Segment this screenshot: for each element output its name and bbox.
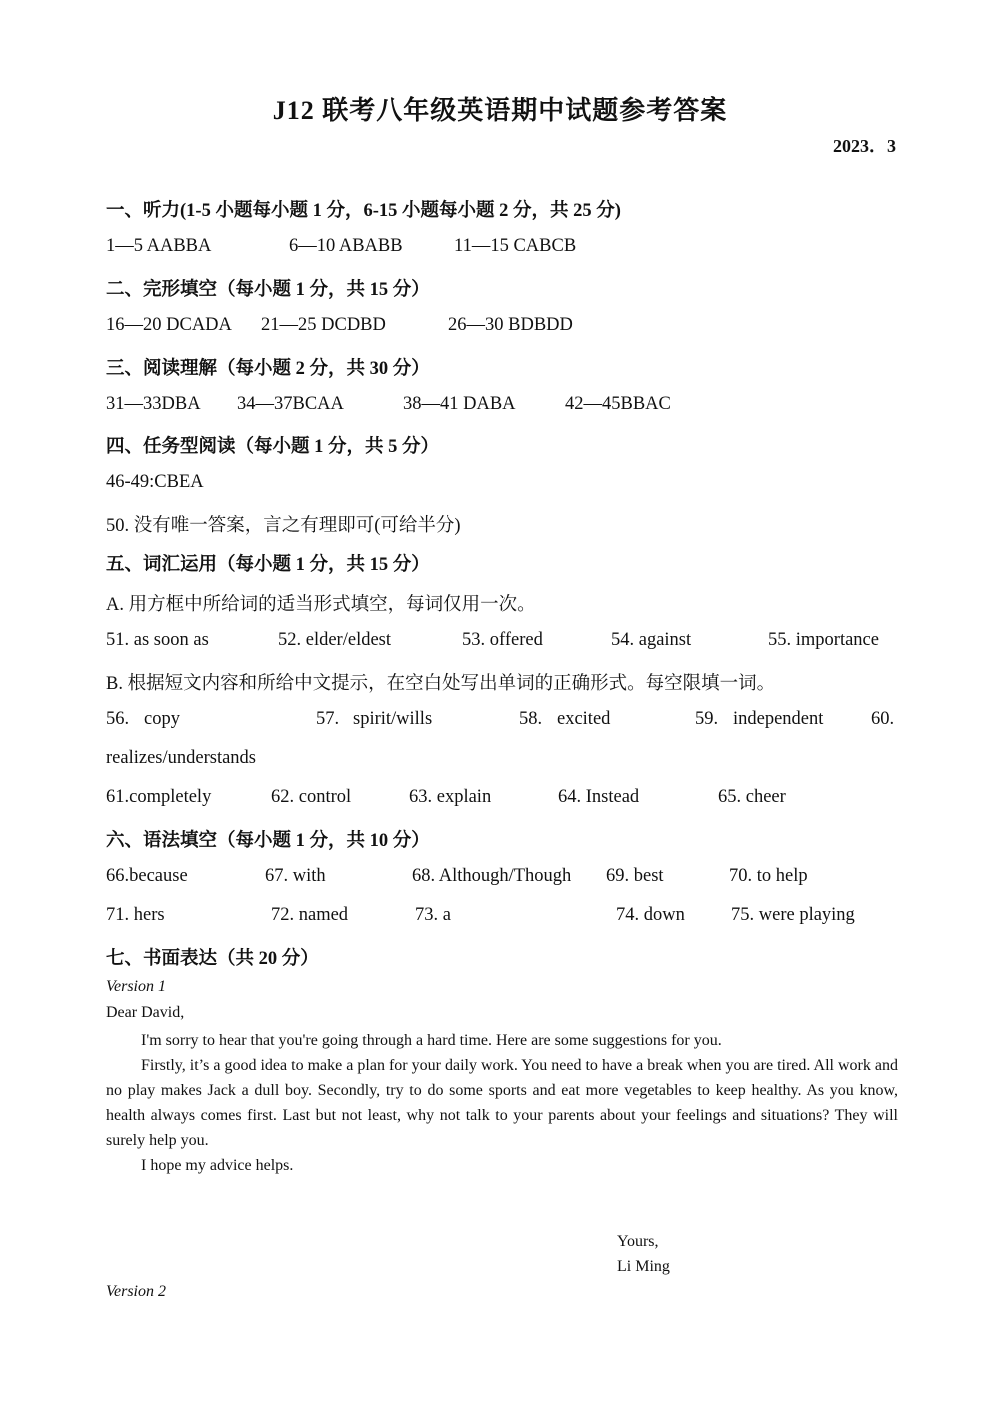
section-7-heading: 七、书面表达（共 20 分） bbox=[106, 949, 319, 969]
letter-body bbox=[106, 1028, 898, 1178]
answer-26-30: 26—30 BDBDD bbox=[448, 315, 573, 335]
answer-69: 69. best bbox=[606, 866, 664, 886]
letter-paragraph-2: Firstly, it’s a good idea to make a plan for your daily work. You need to have a break when you are tired. All work and no play makes Jack a dull boy. Secondly, try to do some sports and eat more vegetables to keep healthy. As you know, health always comes first. Last but not least, why not talk to your parents about your feelings and situations? They will surely help you. bbox=[106, 1057, 898, 1149]
answer-72: 72. named bbox=[271, 905, 349, 925]
answer-67: 67. with bbox=[265, 866, 326, 886]
answer-70: 70. to help bbox=[729, 866, 808, 886]
letter-signature: Li Ming bbox=[617, 1258, 670, 1275]
letter-closing: Yours, bbox=[617, 1233, 659, 1250]
answer-11-15: 11—15 CABCB bbox=[454, 236, 577, 256]
answer-65: 65. cheer bbox=[718, 787, 786, 807]
answer-62: 62. control bbox=[271, 787, 352, 807]
section-2-heading: 二、完形填空（每小题 1 分，共 15 分） bbox=[106, 280, 430, 300]
answer-54: 54. against bbox=[611, 630, 692, 650]
answer-58: excited bbox=[557, 709, 611, 729]
answer-16-20: 16—20 DCADA bbox=[106, 315, 232, 335]
version-2-label: Version 2 bbox=[106, 1283, 166, 1300]
answer-52: 52. elder/eldest bbox=[278, 630, 392, 650]
answer-59-number: 59. bbox=[695, 709, 719, 729]
answer-57-number: 57. bbox=[316, 709, 340, 729]
section-5-heading: 五、词汇运用（每小题 1 分，共 15 分） bbox=[106, 555, 430, 575]
section-3-heading: 三、阅读理解（每小题 2 分，共 30 分） bbox=[106, 359, 430, 379]
answer-75: 75. were playing bbox=[731, 905, 855, 925]
answer-59: independent bbox=[733, 709, 824, 729]
letter-greeting: Dear David, bbox=[106, 1004, 185, 1021]
answer-34-37: 34—37BCAA bbox=[237, 394, 344, 414]
answer-73: 73. a bbox=[415, 905, 451, 925]
exam-date: 2023．3 bbox=[833, 136, 896, 156]
version-1-label: Version 1 bbox=[106, 978, 166, 995]
answer-51: 51. as soon as bbox=[106, 630, 209, 650]
answer-60: realizes/understands bbox=[106, 748, 256, 768]
answer-60-number: 60. bbox=[871, 709, 895, 729]
answer-57: spirit/wills bbox=[353, 709, 433, 729]
answer-1-5: 1—5 AABBA bbox=[106, 236, 212, 256]
answer-6-10: 6—10 ABABB bbox=[289, 236, 403, 256]
answer-66: 66.because bbox=[106, 866, 188, 886]
answer-53: 53. offered bbox=[462, 630, 543, 650]
letter-paragraph-3: I hope my advice helps. bbox=[141, 1157, 294, 1174]
answer-71: 71. hers bbox=[106, 905, 165, 925]
answer-50: 50. 没有唯一答案，言之有理即可(可给半分) bbox=[106, 516, 461, 536]
section-6-heading: 六、语法填空（每小题 1 分，共 10 分） bbox=[106, 831, 430, 851]
answer-55: 55. importance bbox=[768, 630, 879, 650]
answer-58-number: 58. bbox=[519, 709, 543, 729]
section-1-heading: 一、听力(1-5 小题每小题 1 分，6-15 小题每小题 2 分，共 25 分) bbox=[106, 201, 621, 221]
answer-46-49: 46-49:CBEA bbox=[106, 472, 204, 492]
answer-21-25: 21—25 DCDBD bbox=[261, 315, 386, 335]
answer-42-45: 42—45BBAC bbox=[565, 394, 671, 414]
answer-38-41: 38—41 DABA bbox=[403, 394, 516, 414]
part-b-instruction: B. 根据短文内容和所给中文提示，在空白处写出单词的正确形式。每空限填一词。 bbox=[106, 674, 776, 694]
section-4-heading: 四、任务型阅读（每小题 1 分，共 5 分） bbox=[106, 437, 440, 457]
answer-31-33: 31—33DBA bbox=[106, 394, 201, 414]
answer-74: 74. down bbox=[616, 905, 685, 925]
answer-56: copy bbox=[144, 709, 180, 729]
part-a-instruction: A. 用方框中所给词的适当形式填空，每词仅用一次。 bbox=[106, 595, 536, 615]
answer-61: 61.completely bbox=[106, 787, 212, 807]
answer-63: 63. explain bbox=[409, 787, 492, 807]
answer-56-number: 56. bbox=[106, 709, 130, 729]
page-title: J12 联考八年级英语期中试题参考答案 bbox=[272, 96, 728, 125]
letter-paragraph-1: I'm sorry to hear that you're going through a hard time. Here are some suggestions for you. bbox=[141, 1032, 722, 1049]
answer-64: 64. Instead bbox=[558, 787, 640, 807]
answer-68: 68. Although/Though bbox=[412, 866, 572, 886]
